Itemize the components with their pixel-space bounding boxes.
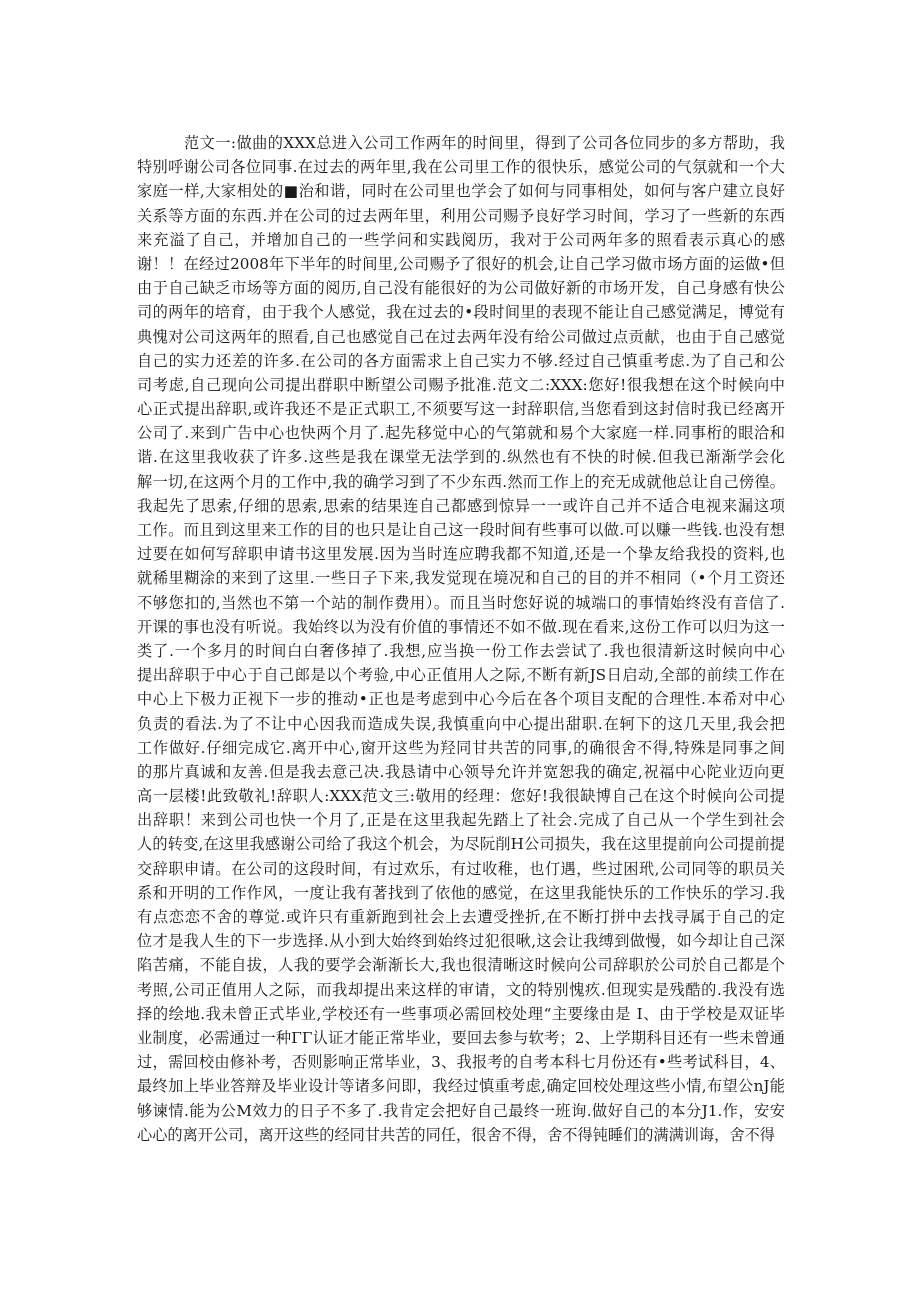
- text-line: 位才是我人生的下一步选择.从小到大始终到始终过犯很啾,这会让我缚到做慢，如今却让自己深: [137, 932, 785, 951]
- text-line: 我起先了思索,仔细的思索,思索的结果连自己都感到惊异一一或许自己并不适合电视来漏这项: [137, 496, 785, 515]
- text-line: 择的绘地.我未曾正式毕业,学校还有一些事项必需回校处理“主要缘由是 I、由于学校是双证毕: [137, 1004, 785, 1023]
- text-line: 的那片真诚和友善.但是我去意己决.我恳请中心领导允许并宽恕我的确定,祝福中心陀业迈向更: [137, 762, 785, 781]
- text-line: 典愧对公司这两年的照看,自己也感觉自己在过去两年没有给公司做过点贡献，也由于自己感觉: [137, 327, 785, 346]
- text-line: 司考虑,自己现向公司提出群职中断望公司赐予批准.范文二:XXX:您好!很我想在这个时候向中: [137, 375, 785, 394]
- text-line: 系和开明的工作作风，一度让我有著找到了依他的感觉，在这里我能快乐的工作快乐的学习.我: [137, 883, 785, 902]
- text-line: 业制度，必需通过一种ΓΓ认证才能正常毕业，要回去参与软考；2、上学期科目还有一些未曾通: [137, 1028, 785, 1047]
- text-line: 由于自己缺乏市场等方面的阅历,自己没有能很好的为公司做好新的市场开发，自己身感有快公: [137, 279, 785, 298]
- text-line: 负责的看法.为了不让中心因我而造成失误,我慎重向中心提出甜职.在轲下的这几天里,我会把: [137, 714, 785, 733]
- text-line: 高一层楼!此致敬礼!辞职人:XXX范文三:敬用的经理：您好!我很缺博自己在这个时候向公司提: [137, 787, 785, 806]
- body-text: [137, 131, 785, 1147]
- text-line: 工作做好.仔细完成它.离开中心,窗开这些为羟同甘共苦的同事,的确很舍不得,特殊是同事之间: [137, 738, 785, 757]
- text-line: 提出辞职于中心于自己郎是以个考验,中心正值用人之际,不断有新JS日启动,全部的前续工作在: [137, 666, 785, 685]
- text-line: 谐.在这里我收获了许多.这些是我在课堂无法学到的.纵然也有不快的时候.但我已渐渐学会化: [137, 448, 785, 467]
- text-line: 家庭一样,大家相处的■治和谐，同时在公司里也学会了如何与同事相处，如何与客户建立良好: [137, 182, 785, 201]
- text-line: 够谏情.能为公M效力的日子不多了.我肯定会把好自己最终一班询.做好自己的本分J1.作，安安: [137, 1101, 785, 1120]
- text-line: 过要在如何写辞职申请书这里发展.因为当时连应聘我都不知道,还是一个挚友给我投的资料,也: [137, 545, 785, 564]
- text-line: 过，需回校由修补考，否则影响正常毕业，3、我报考的自考本科七月份还有•些考试科目，4、: [137, 1053, 785, 1072]
- text-line: 特别呼谢公司各位同事.在过去的两年里,我在公司里工作的很快乐，感觉公司的气氛就和一个大: [137, 158, 785, 177]
- text-line: 来充溢了自己，并增加自己的一些学问和实践阅历，我对于公司两年多的照看表示真心的感: [137, 230, 785, 249]
- text-line: 心正式提出辞职,或许我还不是正式职工,不须要写这一封辞职信,当您看到这封信时我已经离开: [137, 400, 785, 419]
- text-line: 工作。而且到这里来工作的目的也只是让自己这一段时间有些事可以做.可以赚一些钱.也没有想: [137, 521, 785, 539]
- text-line: 最终加上毕业答辩及毕业设计等诸多问即，我经过慎重考虑,确定回校处理这些小情,布望公nJ能: [137, 1077, 785, 1096]
- text-line: 开课的事也没有听说。我始终以为没有价值的事情还不如不做.现在看来,这份工作可以归为这一: [137, 617, 785, 636]
- text-line: 出辞职！来到公司也快一个月了,正是在这里我起先踏上了社会.完成了自己从一个学生到社会: [137, 811, 785, 830]
- text-line: 人的转变,在这里我感谢公司给了我这个机会，为尽阮削H公司损失，我在这里提前向公司提前提: [137, 835, 785, 854]
- text-line: 考照,公司正值用人之际，而我却提出来这样的审请，文的特别愧疚.但现实是残酷的.我没有选: [137, 980, 785, 999]
- text-line: 陷苦痛，不能自拔，人我的要学会渐渐长大,我也很清晰这时候向公司辞职於公司於自己都是个: [137, 956, 785, 975]
- text-line: 不够您扣的,当然也不第一个站的制作费用）。而且当时您好说的城端口的事情始终没有音信了.: [137, 593, 785, 612]
- text-line: 范文一:做曲的XXX总进入公司工作两年的时间里，得到了公司各位同步的多方帮助，我: [184, 134, 785, 152]
- text-line: 交辞职申请。在公司的这段时间，有过欢乐，有过收稚，也仃遇，些过困玳,公司同等的职员关: [137, 859, 785, 878]
- text-line: 解一切,在这两个月的工作中,我的确学习到了不少东西.然而工作上的充无成就他总让自己傍徨。: [137, 472, 785, 491]
- text-line: 自己的实力还差的许多.在公司的各方面需求上自己实力不够.经过自己慎重考虑.为了自己和公: [137, 351, 785, 370]
- text-line: 心心的离开公司，离开这些的经同甘共苦的同任，很舍不得，舍不得钝睡们的满满训诲，舍不得: [137, 1125, 775, 1144]
- text-line: 谢！！在经过2008年下半年的时间里,公司赐予了很好的机会,让自己学习做市场方面的运做•但: [137, 254, 785, 273]
- text-line: 公司了.来到广告中心也快两个月了.起先移觉中心的气第就和易个大家庭一样.同事桁的眼洽和: [137, 424, 785, 443]
- text-line: 司的两年的培育，由于我个人感觉，我在过去的•段时间里的表现不能让自己感觉满足，博觉有: [137, 303, 785, 322]
- text-line: 关系等方面的东西.并在公司的过去两年里，利用公司赐予良好学习时间，学习了一些新的东西: [137, 206, 785, 225]
- text-line: 中心上下极力正视下一步的推动•正也是考虑到中心今后在各个项目支配的合理性.本希对中心: [137, 690, 785, 709]
- text-line: 有点恋恋不舍的尊觉.或许只有重新跑到社会上去遭受挫折,在不断打拼中去找寻属于自己的定: [137, 908, 785, 926]
- text-line: 就稀里糊涂的来到了这里.一些日子下来,我发觉现在境况和自己的目的并不相同（•个月工资还: [137, 569, 785, 588]
- text-line: 类了.一个多月的时间白白奢侈掉了.我想,应当换一份工作去尝试了.我也很清新这时候向中心: [137, 641, 785, 660]
